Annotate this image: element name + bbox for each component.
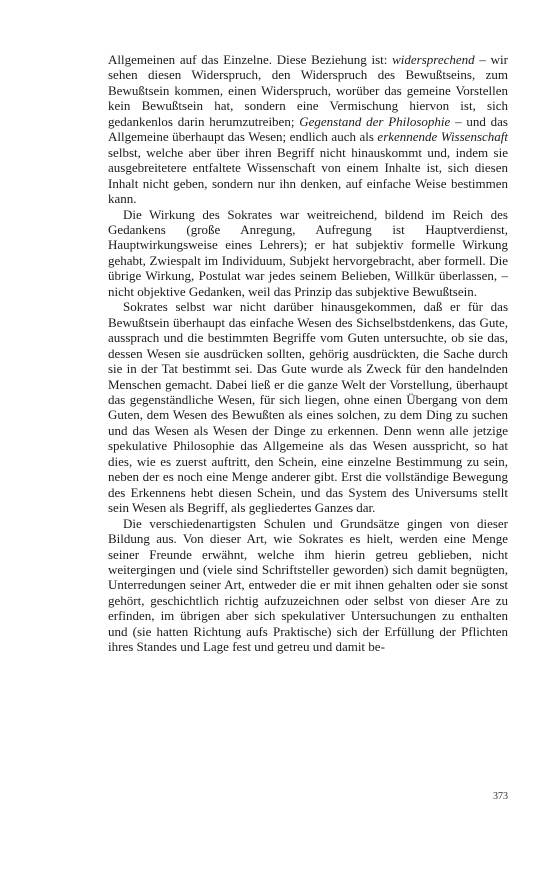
- text-run: – und das Allgemeine überhaupt das Wesen; endlich auch als: [108, 113, 508, 145]
- paragraph: Die verschiedenartigsten Schulen und Grundsätze gingen von dieser Bildung aus. Von dieser Art, wie Sokrates es hielt, werden eine Menge seiner Freunde erwähnt, welche ihm hierin getreu geblieben, nicht weitergingen und (viele sind Schriftsteller geworden) sich damit begnügten, Unterredungen seiner Art, entweder die er mit ihnen gehalten oder sie sonst gehört, geschichtlich richtig aufzuzeichnen oder selbst von dieser Are zu erfinden, im übrigen aber sich spekulativer Untersuchungen zu enthalten und (sie hatten Richtung aufs Praktische) sich der Erfüllung der Pflichten ihres Standes und Lage fest und getreu und damit be-: [108, 515, 508, 655]
- paragraph: Sokrates selbst war nicht darüber hinausgekommen, daß er für das Bewußtsein überhaupt das einfache Wesen des Sichselbstdenkens, das Gute, aussprach und die bestimmten Begriffe vom Guten untersuchte, ob sie das, dessen Wesen sie ausdrücken sollten, gehörig ausdrückten, die Sache durch sie in der Tat bestimmt sei. Das Gute wurde als Zweck für den handelnden Menschen gemacht. Dabei ließ er die ganze Welt der Vorstellung, überhaupt das gegenständliche Wesen, für sich liegen, ohne einen Übergang von dem Guten, dem Wesen des Bewußten als eines solchen, zu dem Ding zu suchen und das Wesen als Wesen der Dinge zu erkennen. Denn wenn alle jetzige spekulative Philosophie das Allgemeine als das Wesen ausspricht, so hat dies, wie es zuerst auftritt, den Schein, eine einzelne Bestimmung zu sein, neben der es noch eine Menge anderer gibt. Erst die vollständige Bewegung des Erkennens hebt diesen Schein, und das System des Universums stellt sein Wesen als Begriff, als gegliedertes Ganzes dar.: [108, 299, 508, 516]
- text-run: Allgemeinen auf das Einzelne. Diese Beziehung ist:: [108, 52, 393, 67]
- text-run: selbst, welche aber über ihren Begriff nicht hinauskommt und, indem sie ausgebreitetere entfaltete Wissenschaft von einem Inhalte ist, sich diesen Inhalt nicht geben, sondern nur ihn denken, auf einfache Weise bestimmen kann.: [108, 144, 508, 207]
- emphasis-text: widersprechend: [392, 52, 475, 67]
- paragraph: [108, 52, 508, 207]
- body-text: [108, 52, 508, 655]
- text-run: – wir sehen diesen Widerspruch, den Widerspruch des Bewußtseins, zum Bewußtsein kommen, einen Widerspruch, worüber das gemeine Vorstellen kein Bewußtsein hat, sondern eine Vermischung hiervon ist, sich gedankenlos darin herumzutreiben;: [108, 52, 508, 129]
- emphasis-text: erkennende Wissenschaft: [377, 129, 508, 145]
- paragraph: Die Wirkung des Sokrates war weitreichend, bildend im Reich des Gedankens (große Anregung, Aufregung ist Hauptverdienst, Hauptwirkungsweise eines Lehrers); er hat subjektiv formelle Wirkung gehabt, Zwiespalt im Individuum, Subjekt hervorgebracht, aber formell. Die übrige Wirkung, Postulat war jedes seinem Belieben, Willkür überlassen, – nicht objektive Gedanken, weil das Prinzip das subjektive Bewußtsein.: [108, 206, 508, 299]
- page-number: 373: [493, 791, 508, 802]
- emphasis-text: Gegenstand der Philosophie: [299, 113, 451, 129]
